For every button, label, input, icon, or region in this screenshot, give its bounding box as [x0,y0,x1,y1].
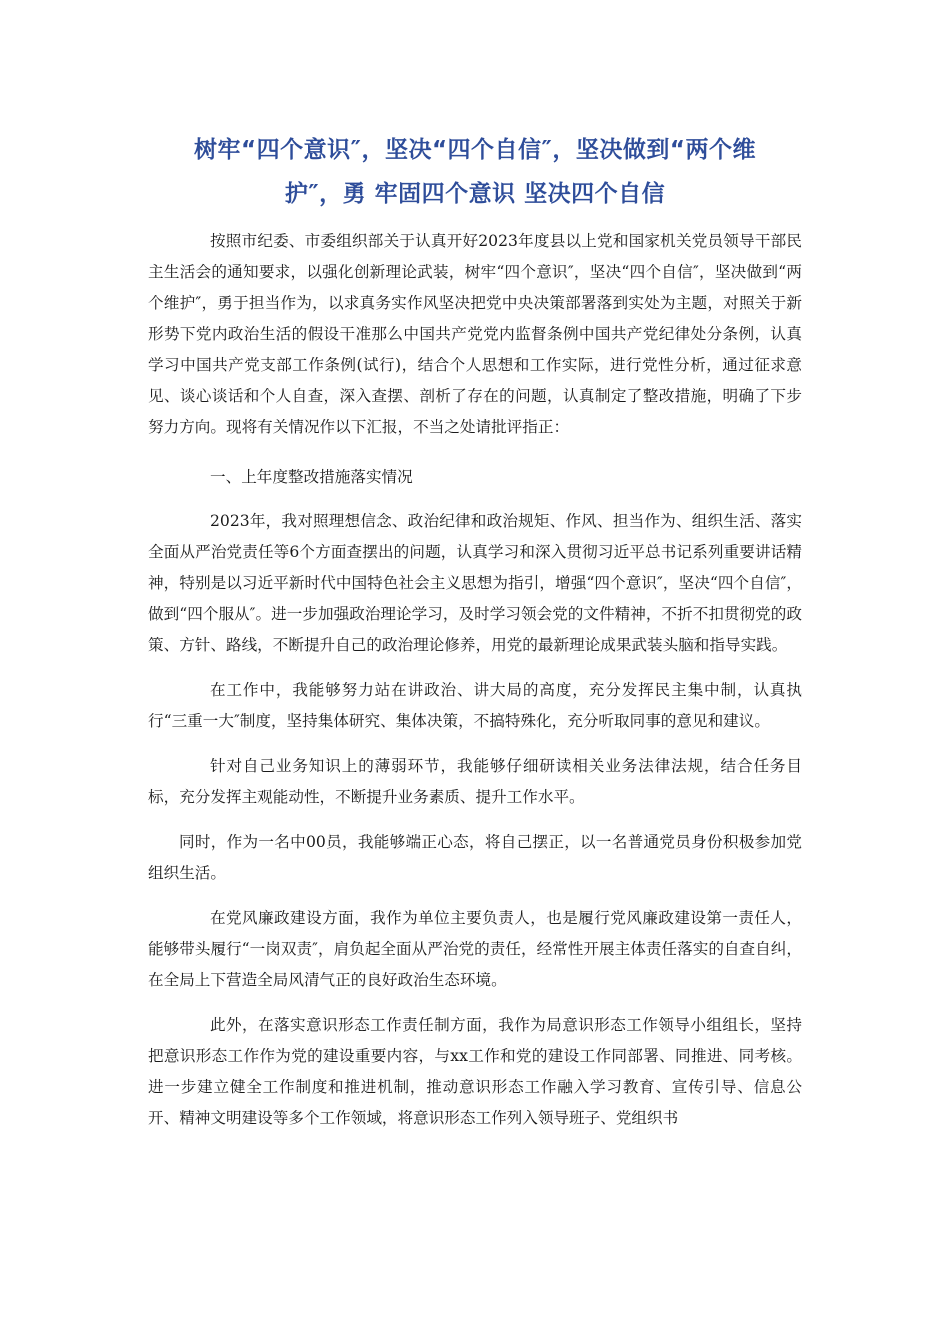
title-line-1: 树牢“四个意识″，坚决“四个自信″，坚决做到“两个维 [194,137,756,163]
body-paragraph: 在工作中，我能够努力站在讲政治、讲大局的高度，充分发挥民主集中制，认真执行“三重一大″制度，坚持集体研究、集体决策，不搞特殊化，充分听取同事的意见和建议。 [148,681,802,730]
body-paragraph: 针对自己业务知识上的薄弱环节，我能够仔细研读相关业务法律法规，结合任务目标，充分发挥主观能动性，不断提升业务素质、提升工作水平。 [148,757,802,806]
body-paragraph: 此外，在落实意识形态工作责任制方面，我作为局意识形态工作领导小组组长，坚持把意识形态工作作为党的建设重要内容，与xx工作和党的建设工作同部署、同推进、同考核。进一步建立健全工作制度和推进机制，推动意识形态工作融入学习教育、宣传引导、信息公开、精神文明建设等多个工作领域，将意识形态工作列入领导班子、党组织书 [148,1016,802,1127]
intro-paragraph: 按照市纪委、市委组织部关于认真开好2023年度县以上党和国家机关党员领导干部民主生活会的通知要求，以强化创新理论武装，树牢“四个意识″，坚决“四个自信″，坚决做到“两个维护″，勇于担当作为，以求真务实作风坚决把党中央决策部署落到实处为主题，对照关于新形势下党内政治生活的假设干准那么中国共产党党内监督条例中国共产党纪律处分条例，认真学习中国共产党支部工作条例(试行)，结合个人思想和工作实际，进行党性分析，通过征求意见、谈心谈话和个人自查，深入查摆、剖析了存在的问题，认真制定了整改措施，明确了下步努力方向。现将有关情况作以下汇报，不当之处请批评指正： [148,232,802,436]
title-line-2: 护″，勇 牢固四个意识 坚决四个自信 [284,181,666,207]
body-paragraph: 同时，作为一名中00员，我能够端正心态，将自己摆正，以一名普通党员身份积极参加党组织生活。 [148,833,802,882]
section-heading: 一、上年度整改措施落实情况 [210,468,413,486]
document-body [148,226,802,1134]
document-title [140,128,810,216]
body-paragraph: 2023年，我对照理想信念、政治纪律和政治规矩、作风、担当作为、组织生活、落实全面从严治党责任等6个方面查摆出的问题，认真学习和深入贯彻习近平总书记系列重要讲话精神，特别是以习近平新时代中国特色社会主义思想为指引，增强“四个意识″，坚决“四个自信″，做到“四个服从″。进一步加强政治理论学习，及时学习领会党的文件精神，不折不扣贯彻党的政策、方针、路线，不断提升自己的政治理论修养，用党的最新理论成果武装头脑和指导实践。 [148,512,802,654]
body-paragraph: 在党风廉政建设方面，我作为单位主要负责人，也是履行党风廉政建设第一责任人，能够带头履行“一岗双责″，肩负起全面从严治党的责任，经常性开展主体责任落实的自查自纠，在全局上下营造全局风清气正的良好政治生态环境。 [148,909,802,989]
